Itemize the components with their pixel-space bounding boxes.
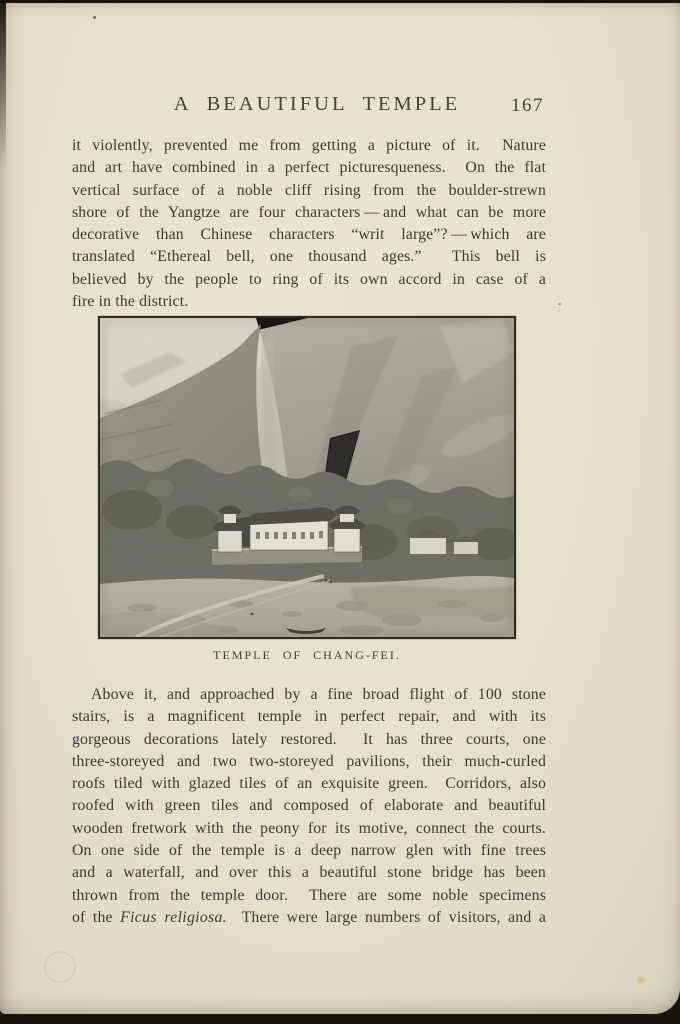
text-line: gorgeous decorations lately restored. It has three courts, one — [72, 730, 546, 748]
running-head — [72, 93, 546, 121]
text-segment: of the — [72, 908, 121, 926]
page-title: A BEAUTIFUL TEMPLE — [173, 93, 461, 115]
paper-speck — [558, 303, 561, 305]
text-line: vertical surface of a noble cliff rising from the boulder-strewn — [72, 181, 546, 199]
paragraph-1 — [72, 135, 546, 313]
text-line: roofed with green tiles and composed of elaborate and beautiful — [72, 797, 546, 815]
temple-photograph — [98, 316, 516, 639]
text-line: believed by the people to ring of its own accord in case of a — [72, 270, 546, 288]
scan-edge-shadow — [0, 0, 6, 170]
text-line: shore of the Yangtze are four characters — and what can be more — [72, 203, 546, 221]
text-line: and art have combined in a perfect picturesqueness. On the flat — [72, 159, 546, 177]
text-line: stairs, is a magnificent temple in perfect repair, and with its — [72, 708, 546, 726]
text-line: three-storeyed and two two-storeyed pavilions, their much-curled — [72, 752, 546, 770]
text-line: wooden fretwork with the peony for its motive, connect the courts. — [72, 819, 546, 837]
page-number: 167 — [511, 95, 544, 116]
text-line: translated “Ethereal bell, one thousand ages.” This bell is — [72, 248, 546, 266]
page — [0, 3, 680, 1014]
text-line: it violently, prevented me from getting a picture of it. Nature — [72, 137, 546, 154]
text-line: thrown from the temple door. There are some noble specimens — [72, 886, 546, 904]
text-line: and a waterfall, and over this a beautiful stone bridge has been — [72, 864, 546, 882]
text-line-with-italic — [72, 907, 546, 929]
text-line: decorative than Chinese characters “writ large”? — which are — [72, 226, 546, 244]
paper-stain — [636, 975, 646, 985]
latin-species-name: Ficus religiosa. — [120, 908, 227, 926]
paper-stain — [44, 951, 76, 983]
paper-speck — [93, 16, 96, 19]
text-segment: There were large numbers of visitors, and a — [226, 908, 546, 926]
text-line: roofs tiled with glazed tiles of an exquisite green. Corridors, also — [72, 775, 546, 793]
temple-photo-illustration — [100, 318, 514, 637]
text-line: fire in the district. — [72, 293, 189, 311]
text-line: On one side of the temple is a deep narrow glen with fine trees — [72, 842, 546, 860]
paragraph-2 — [72, 684, 546, 929]
text-line: Above it, and approached by a fine broad flight of 100 stone — [91, 686, 546, 703]
photo-caption: TEMPLE OF CHANG-FEI. — [213, 648, 401, 662]
